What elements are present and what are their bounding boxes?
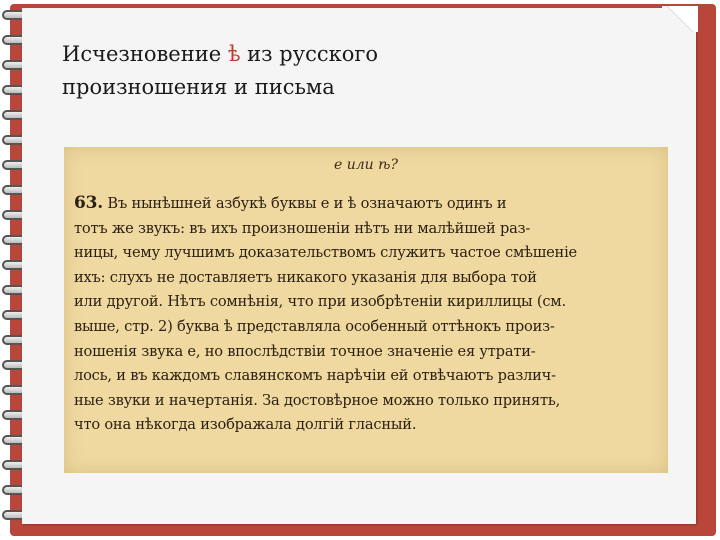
title-text-end: из русского xyxy=(240,42,379,66)
scan-line: лось, и въ каждомъ славянскомъ нарѣчіи ей отвѣчаютъ различ- xyxy=(74,367,556,385)
scan-line: ные звуки и начертанія. За достовѣрное можно только принять, xyxy=(74,391,561,409)
scan-line: ницы, чему лучшимъ доказательствомъ служитъ частое смѣшеніе xyxy=(74,244,577,262)
paragraph-number: 63. xyxy=(74,193,103,213)
scan-line: тотъ же звукъ: въ ихъ произношеніи нѣтъ ни малѣйшей раз- xyxy=(74,219,531,237)
scan-line: ношенія звука е, но впослѣдствіи точное значеніе ея утрати- xyxy=(74,342,536,360)
title-line-2: произношения и письма xyxy=(62,75,335,99)
scan-line: выше, стр. 2) буква ѣ представляла особенный оттѣнокъ произ- xyxy=(74,317,555,335)
title-text-start: Исчезновение xyxy=(62,42,228,66)
scan-line: что она нѣкогда изображала долгій гласный. xyxy=(74,416,417,434)
scan-line: ихъ: слухъ не доставляетъ никакого указанія для выбора той xyxy=(74,268,537,286)
title-yat-letter: ѣ xyxy=(227,42,241,66)
scan-line: или другой. Нѣтъ сомнѣнія, что при изобрѣтеніи кириллицы (см. xyxy=(74,293,566,311)
scanned-text-image xyxy=(64,147,668,473)
scan-heading: е или ѣ? xyxy=(334,157,398,173)
slide-title xyxy=(62,38,662,104)
scan-paragraph xyxy=(74,191,658,438)
scan-line: 63. Въ нынѣшней азбукѣ буквы е и ѣ означаютъ одинъ и xyxy=(74,193,507,213)
